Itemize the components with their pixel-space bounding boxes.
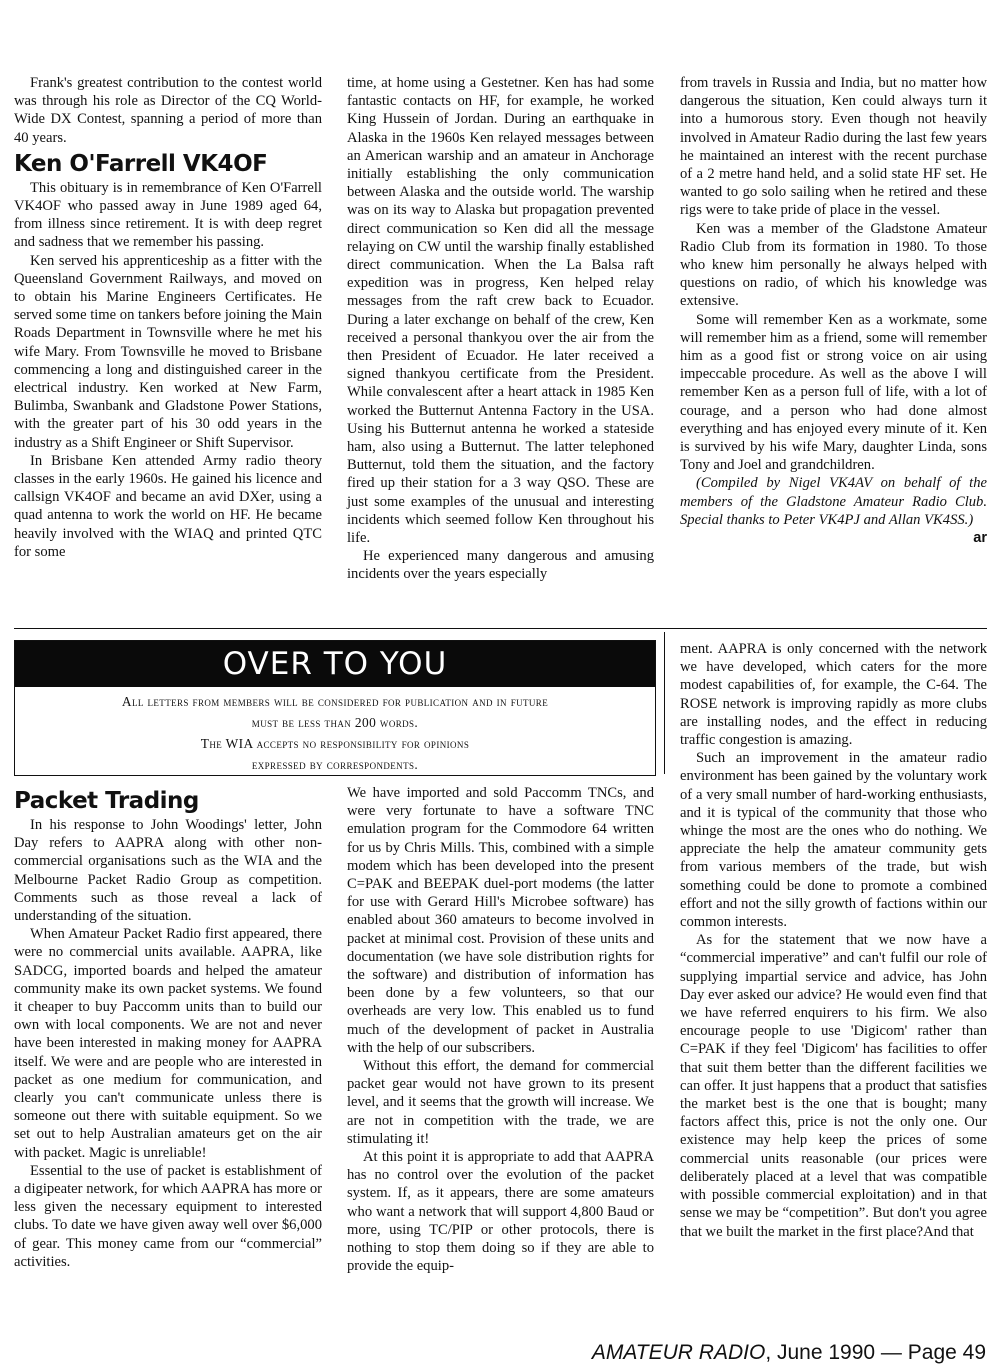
page-footer [592, 1340, 986, 1366]
notice-line: must be less than 200 words. [251, 715, 419, 730]
over-to-you-box [14, 640, 656, 776]
section-divider [14, 628, 987, 629]
paragraph: ment. AAPRA is only concerned with the network we have developed, which caters for the more modest capabilities of, for example, the C-64. The ROSE network is improving rapidly as more clubs are installing nodes, and the effect in reducing traffic congestion is amazing. [680, 641, 987, 749]
magazine-name: AMATEUR RADIO [591, 1341, 766, 1364]
paragraph: Without this effort, the demand for commercial packet gear would not have grown to its present level, and it seems that the growth will increase. We are not in competition with the trade, we are stimulating it! [347, 1058, 654, 1147]
paragraph: time, at home using a Gestetner. Ken has had some fantastic contacts on HF, for example, he worked King Hussein of Jordan. During an earthquake in Alaska in the 1960s Ken relayed messages between an American warship and an amateur in Anchorage initially establishing the only communication between Alaska and the outside world. The warship was on its way to Alaska but propagation prevented direct communication so Ken did all the message relaying on CW until the warship finally established direct communication. When the La Balsa raft expedition was in progress, Ken helped relay messages from the raft crew back to Ecuador. During a later exchange on behalf of the crew, Ken received a personal thankyou over the air from the then President of Ecuador. He later received a signed thankyou certificate from the President. While convalescent after a heart attack in 1985 Ken worked the Butternut Antenna Factory in the USA. Using his Butternut antenna he worked a stateside ham, also using a Butternut. The latter telephoned Butternut, told them the situation, and the factory fired up their station for a 3 way QSO. These are just some examples of the unusual and interesting incidents which seemed follow Ken throughout his life. [347, 75, 654, 547]
column-6 [680, 640, 987, 1241]
notice-line: All letters from members will be considered for publication and in future [121, 694, 549, 709]
paragraph: Some will remember Ken as a workmate, some will remember him as a friend, some will remember him as a good fist or strong voice on air using impeccable procedure. As well as the above I will remember Ken as a person full of life, with a lot of courage, and a person who had done almost everything and has enjoyed every minute of it. Ken is survived by his wife Mary, daughter Linda, sons Tony and Joel and grandchildren. [680, 311, 987, 474]
paragraph: When Amateur Packet Radio first appeared, there were no commercial units available. AAPRA, like SADCG, imported boards and helped the amateur community make its own packet systems. We found it cheaper to buy Paccomm units than to build our own with local components. We are not and never have been interested in making money for AAPRA itself. We were and are people who are interested in packet as one medium for communication, and clearly you can't communicate unless there is someone out there with suitable equipment. So we set out to help Australian amateurs get on the air with packet. Magic is unreliable! [14, 926, 322, 1161]
issue-info: , June 1990 — Page 49 [765, 1341, 986, 1364]
paragraph: This obituary is in remembrance of Ken O'Farrell VK4OF who passed away in June 1989 aged 64, from illness since retirement. It is with deep regret and sadness that we remember his passing. [14, 179, 322, 251]
over-to-you-notice [15, 691, 655, 775]
paragraph: from travels in Russia and India, but no matter how dangerous the situation, Ken could always turn it into a humorous story. Even though not heavily involved in Amateur Radio during the last few years he maintained an interest with the recent purchase of a 2 metre hand held, and a solid state HF set. He wanted to go solo sailing when he retired and these rigs were to take pride of place in the vessel. [680, 75, 987, 219]
paragraph: In his response to John Woodings' letter, John Day refers to AAPRA along with other non-commercial organisations such as the WIA and the Melbourne Packet Radio Group as competition. Comments such as those reveal a lack of understanding of the situation. [14, 817, 322, 925]
credit-text: (Compiled by Nigel VK4AV on behalf of the members of the Gladstone Amateur Radio Club. Special thanks to Peter VK4PJ and Allan VK4SS.) [680, 475, 987, 528]
paragraph: As for the statement that we now have a “commercial imperative” and can't fulfil our role of supplying impartial service and advice, has John Day ever asked our advice? He would even find that we have referred enquirers to his firm. We also encourage people to use 'Digicom' rather than C=PAK if they feel 'Digicom' has facilities to offer that suit them better than the different facilities we can offer. It just happens that a product that satisfies the market best is the one that is bought; many factors affect this, price is not the only one. Our existence may help keep the prices of some commercial units reasonable (our prices were deliberately placed at a level that was compatible with possible commercial exploitation) and in that sense we may be “competition”. But don't you agree that we built the market in the first place?And that [680, 932, 987, 1240]
column-4 [14, 784, 322, 1271]
paragraph: We have imported and sold Paccomm TNCs, and were very fortunate to have a software TNC emulation program for the Commodore 64 written for us by Chris Mills. This, combined with a simple modem which has been developed into the present C=PAK and BEEPAK duel-port modems (the latter for use with Gerard Hill's Microbee software) has enabled about 360 amateurs to become involved in packet at minimal cost. Provision of these units and documentation (we have sole distribution rights for the software) and distribution of information has been done by a few volunteers, so that our overheads are very low. This enabled us to fund much of the development of packet in Australia with the help of our subscribers. [347, 785, 654, 1056]
column-1 [14, 74, 322, 561]
paragraph: In Brisbane Ken attended Army radio theory classes in the early 1960s. He gained his licence and callsign VK4OF and became an avid DXer, using a quad antenna to work the world on HF. He became heavily involved with the WIAQ and printed QTC for some [14, 452, 322, 560]
column-5 [347, 784, 654, 1275]
notice-line: The WIA accepts no responsibility for opinions [200, 736, 470, 751]
article-heading: Ken O'Farrell VK4OF [14, 150, 268, 177]
paragraph: At this point it is appropriate to add that AAPRA has no control over the evolution of the packet system. If, as it appears, there are some amateurs who want a network that will support 4,800 Baud or more, using TC/PIP or other protocols, there is nothing to stop them doing so if they are able to provide the equip- [347, 1149, 654, 1275]
article-heading: Packet Trading [14, 788, 199, 814]
paragraph: He experienced many dangerous and amusing incidents over the years especially [347, 548, 654, 583]
notice-line: expressed by correspondents. [251, 757, 419, 772]
column-divider [664, 632, 665, 774]
column-2 [347, 74, 654, 584]
credit-note [680, 474, 987, 547]
column-3 [680, 74, 987, 547]
paragraph: Such an improvement in the amateur radio environment has been gained by the voluntary work of a very small number of hard-working enthusiasts, and it is typical of the community that those who whinge the most are the ones who do nothing. We appreciate the help the amateur community gets from various members of the trade, but wish something could be done to promote a combined effort and not the silly growth of factions within our common interests. [680, 750, 987, 931]
paragraph: Frank's greatest contribution to the contest world was through his role as Director of the CQ World-Wide DX Contest, spanning a period of more than 40 years. [14, 75, 322, 146]
paragraph: Essential to the use of packet is establishment of a digipeater network, for which AAPRA has more or less given the necessary equipment to interested clubs. To date we have given away well over $6,000 of gear. This money came from our “commercial” activities. [14, 1162, 322, 1270]
paragraph: Ken was a member of the Gladstone Amateur Radio Club from its formation in 1980. To those who knew him personally he always helped with questions on radio, of which his knowledge was extensive. [680, 220, 987, 310]
end-mark: ar [973, 530, 987, 547]
over-to-you-title: OVER TO YOU [15, 641, 655, 687]
paragraph: Ken served his apprenticeship as a fitter with the Queensland Government Railways, and moved on to obtain his Marine Engineers Certificates. He served some time on tankers before joining the Main Roads Department in Townsville where he met his wife Mary. From Townsville he moved to Brisbane commencing a long and distinguished career in the electrical industry. Ken worked at New Farm, Bulimba, Swanbank and Gladstone Power Stations, with the greater part of his 30 odd years in the industry as a Shift Engineer or Shift Supervisor. [14, 252, 323, 451]
